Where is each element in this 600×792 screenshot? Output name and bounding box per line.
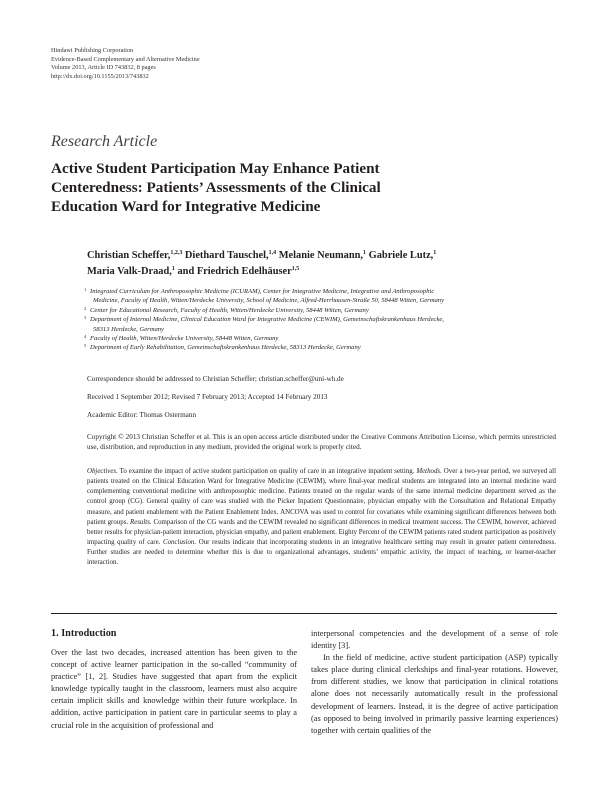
- correspondence-line: Correspondence should be addressed to Christian Scheffer; christian.scheffer@uni-wh.de: [87, 375, 344, 383]
- affiliation-mark: 3: [84, 315, 87, 321]
- section-divider: [51, 613, 557, 614]
- affiliation-list: [84, 287, 557, 353]
- author-affil-mark: 1: [433, 250, 437, 256]
- affiliation-mark: 5: [84, 343, 87, 349]
- affiliation-text: Faculty of Health, Witten/Herdecke University, 58448 Witten, Germany: [90, 335, 279, 343]
- article-title: [51, 159, 521, 216]
- abstract-objectives: To examine the impact of active student participation on quality of care in an integrative inpatient setting.: [119, 468, 415, 475]
- section-heading: 1. Introduction: [51, 628, 117, 639]
- affiliation-item: [84, 287, 557, 306]
- academic-editor: Academic Editor: Thomas Ostermann: [87, 411, 197, 419]
- author-affil-mark: 1,4: [268, 250, 277, 256]
- journal-header: [51, 47, 200, 81]
- affiliation-mark: 1: [84, 287, 87, 292]
- journal-name: Evidence-Based Complementary and Alternative Medicine: [51, 55, 200, 63]
- abstract-results-label: Results.: [129, 518, 152, 526]
- publisher-name: Hindawi Publishing Corporation: [51, 47, 134, 54]
- author-line: [87, 264, 567, 280]
- title-line: Education Ward for Integrative Medicine: [51, 198, 321, 215]
- volume-info: Volume 2013, Article ID 743832, 8 pages: [51, 64, 156, 72]
- abstract: [87, 467, 556, 569]
- doi-link[interactable]: http://dx.doi.org/10.1155/2013/743832: [51, 72, 149, 80]
- affiliation-text: Department of Early Rehabilitation, Gemeinschaftskrankenhaus Herdecke, 58313 Herdecke, Germany: [90, 344, 361, 352]
- abstract-conclusion-label: Conclusion.: [162, 539, 197, 547]
- author-name: Gabriele Lutz,: [368, 250, 434, 261]
- body-paragraph: Over the last two decades, increased attention has been given to the concept of active learner participation in the so-called “community of practice” [1, 2]. Studies have suggested that apart from the explicit knowledge typically taught in the classroom, learners must also acquire certain implicit skills and knowledge within their future workplace. In addition, active participation in patient care in particular seems to play a crucial role in the acquisition of professional and: [51, 648, 297, 730]
- author-line: [87, 248, 567, 264]
- affiliation-text: Department of Internal Medicine, Clinical Education Ward for Integrative Medicine (CEWIM), Gemeinschaftskrankenhaus Herdecke,: [90, 316, 444, 324]
- author-name: Melanie Neumann,: [278, 250, 364, 261]
- affiliation-item: [84, 305, 557, 315]
- copyright-notice: Copyright © 2013 Christian Scheffer et al. This is an open access article distributed under the Creative Commons Attribution License, which permits unrestricted use, distribution, and reproduction in any medium, provided the original work is properly cited.: [87, 433, 556, 452]
- author-affil-mark: 1: [363, 250, 367, 256]
- title-line: Active Student Participation May Enhance Patient: [51, 160, 380, 177]
- abstract-conclusion: Our results indicate that incorporating students in an integrative healthcare setting may result in greater patient centeredness. Further studies are needed to determine whether this is due to organizational advantages, students’ empathic activity, the impact of teaching, or learner-teacher interaction.: [87, 539, 556, 567]
- author-affil-mark: 1,5: [291, 266, 300, 272]
- author-name: Diethard Tauschel,: [184, 250, 269, 261]
- right-column: [311, 628, 558, 737]
- left-column: [51, 647, 297, 732]
- affiliation-mark: 2: [84, 305, 87, 311]
- author-affil-mark: 1: [171, 266, 175, 272]
- body-paragraph: interpersonal competencies and the development of a sense of role identity [3].: [311, 629, 558, 651]
- affiliation-text: Integrated Curriculum for Anthroposophic Medicine (ICURAM), Center for Integrative Medicine, Integrative and Anthroposophic: [90, 288, 435, 295]
- affiliation-item: [84, 315, 557, 334]
- body-paragraph: In the field of medicine, active student participation (ASP) typically takes place during clinical clerkships and final-year rotations. However, from different studies, we know that participation in clinical rotations alone does not necessarily automatically result in the professional development of learners. Instead, it is the degree of active participation (as opposed to being involved in primarily passive learning experiences) together with certain qualities of the: [311, 653, 558, 735]
- author-name: Maria Valk-Draad,: [87, 266, 172, 277]
- affiliation-mark: 4: [84, 334, 87, 340]
- author-name: and Friedrich Edelhäuser: [177, 266, 292, 277]
- affiliation-text: 58313 Herdecke, Germany: [93, 325, 164, 333]
- author-affil-mark: 1,2,3: [170, 250, 183, 256]
- abstract-objectives-label: Objectives.: [87, 468, 118, 475]
- author-list: [87, 248, 567, 280]
- author-name: Christian Scheffer,: [87, 250, 171, 261]
- abstract-methods-label: Methods.: [416, 468, 442, 475]
- abstract-methods: Over a two-year period, we surveyed all patients treated on the Clinical Education Ward for Integrative Medicine (CEWIM), where final-year medical students are integrated into an internal medicine ward complementing conventional medicine with anthroposophic medicine. Patients treated on the regular wards of the same internal medicine department served as the control group (CG). General quality of care was studied with the Picker Inpatient Questionnaire, physician empathy with the Consultation and Relational Empathy measure, and patient enablement with the Patient Enablement Index. ANCOVA was used to control for covariates while examining significant differences between both patient groups.: [87, 468, 556, 526]
- affiliation-item: [84, 334, 557, 343]
- article-type: Research Article: [51, 133, 158, 150]
- affiliation-item: [84, 343, 557, 352]
- affiliation-text: Center for Educational Research, Faculty of Health, Witten/Herdecke University, 58448 Witten, Germany: [90, 306, 369, 314]
- abstract-results: Comparison of the CG wards and the CEWIM revealed no significant differences in medical treatment success. The CEWIM, however, achieved better results for physician-patient interaction, physician empathy, and patient enablement. Eighty Percent of the CEWIM patients rated student participation as positively impacting quality of care.: [87, 518, 556, 547]
- received-dates: Received 1 September 2012; Revised 7 February 2013; Accepted 14 February 2013: [87, 393, 328, 401]
- title-line: Centeredness: Patients’ Assessments of the Clinical: [51, 179, 381, 196]
- affiliation-text: Medicine, Faculty of Health, Witten/Herdecke University, School of Medicine, Alfred-Herrhausen-Straße 50, 58448 Witten, Germany: [93, 297, 445, 305]
